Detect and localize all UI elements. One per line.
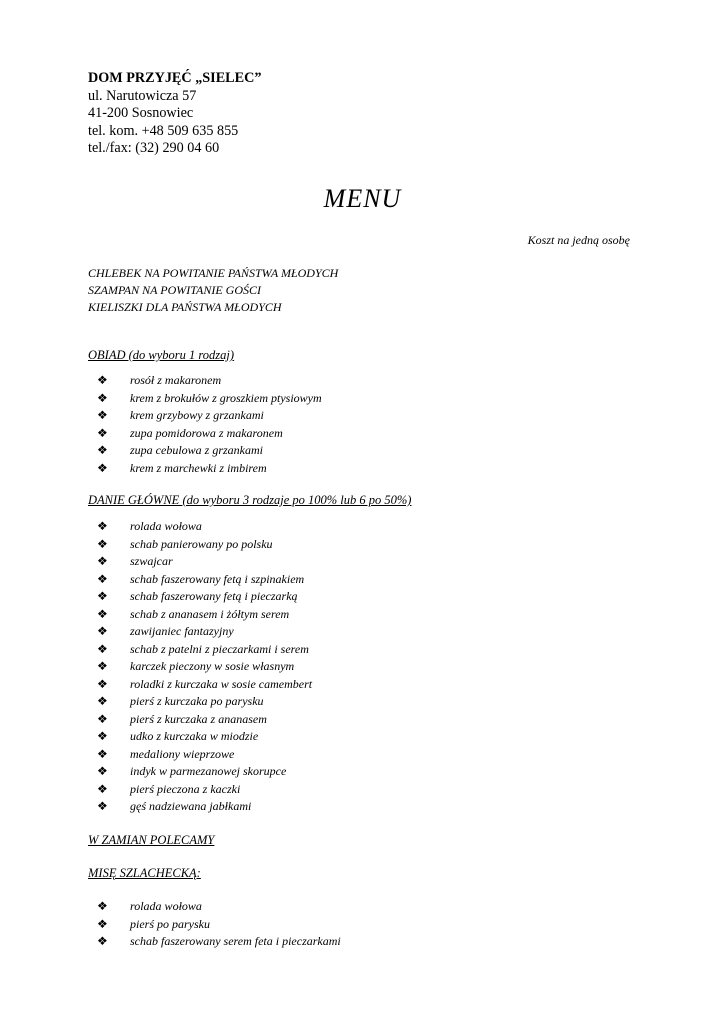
list-item: ❖ udko z kurczaka w miodzie [95,728,312,746]
diamond-flourish-icon: ❖ [97,694,108,708]
danie-glowne-list [95,518,312,816]
list-item: ❖ zupa pomidorowa z makaronem [95,425,322,443]
list-item: ❖ karczek pieczony w sosie własnym [95,658,312,676]
section-title-danie-glowne: DANIE GŁÓWNE (do wyboru 3 rodzaje po 100% lub 6 po 50%) [88,493,412,507]
list-item: ❖ rolada wołowa [95,518,312,536]
diamond-flourish-icon: ❖ [97,641,108,656]
diamond-flourish-icon: ❖ [97,746,108,761]
intro-line: CHLEBEK NA POWITANIE PAŃSTWA MŁODYCH [88,266,339,280]
diamond-flourish-icon: ❖ [97,554,108,568]
list-item: ❖ rolada wołowa [95,898,341,916]
list-item: ❖ pierś z kurczaka z ananasem [95,711,312,729]
list-item: ❖ krem z brokułów z groszkiem ptysiowym [95,390,322,408]
obiad-list [95,372,322,477]
list-item: ❖ schab faszerowany serem feta i pieczarkami [95,933,341,951]
section-title-obiad: OBIAD (do wyboru 1 rodzaj) [88,348,235,362]
list-item: ❖ zupa cebulowa z grzankami [95,442,322,460]
diamond-flourish-icon: ❖ [97,624,108,638]
list-item: ❖ rosół z makaronem [95,372,322,390]
list-item: ❖ schab faszerowany fetą i szpinakiem [95,571,312,589]
diamond-flourish-icon: ❖ [97,571,108,586]
list-item: ❖ pierś po parysku [95,916,341,934]
diamond-flourish-icon: ❖ [97,443,108,457]
intro-line: SZAMPAN NA POWITANIE GOŚCI [88,283,261,297]
list-item: ❖ pierś z kurczaka po parysku [95,693,312,711]
misa-list [95,898,341,951]
intro-line: KIELISZKI DLA PAŃSTWA MŁODYCH [88,300,282,314]
list-item: ❖ pierś pieczona z kaczki [95,781,312,799]
diamond-flourish-icon: ❖ [97,659,108,673]
diamond-flourish-icon: ❖ [97,934,108,948]
cost-note: Koszt na jedną osobę [527,233,630,247]
list-item: ❖ indyk w parmezanowej skorupce [95,763,312,781]
diamond-flourish-icon: ❖ [97,519,108,533]
diamond-flourish-icon: ❖ [97,729,108,743]
list-item: ❖ szwajcar [95,553,312,571]
diamond-flourish-icon: ❖ [97,799,108,813]
list-item: ❖ krem z marchewki z imbirem [95,460,322,478]
section-title-misa: MISĘ SZLACHECKĄ: [88,866,201,880]
list-item: ❖ schab panierowany po polsku [95,536,312,554]
diamond-flourish-icon: ❖ [97,764,108,778]
diamond-flourish-icon: ❖ [97,899,108,913]
diamond-flourish-icon: ❖ [97,781,108,796]
list-item: ❖ roladki z kurczaka w sosie camembert [95,676,312,694]
list-item: ❖ zawijaniec fantazyjny [95,623,312,641]
venue-city: 41-200 Sosnowiec [88,105,194,121]
diamond-flourish-icon: ❖ [97,390,108,405]
menu-title: MENU [323,184,402,213]
diamond-flourish-icon: ❖ [97,589,108,603]
venue-header [88,70,261,158]
diamond-flourish-icon: ❖ [97,408,108,422]
diamond-flourish-icon: ❖ [97,711,108,726]
venue-street: ul. Narutowicza 57 [88,87,197,104]
section-title-w-zamian: W ZAMIAN POLECAMY [88,833,215,847]
diamond-flourish-icon: ❖ [97,916,108,931]
list-item: ❖ schab z ananasem i żółtym serem [95,606,312,624]
venue-name: DOM PRZYJĘĆ „SIELEC” [88,70,262,86]
diamond-flourish-icon: ❖ [97,676,108,691]
list-item: ❖ schab z patelni z pieczarkami i serem [95,641,312,659]
diamond-flourish-icon: ❖ [97,536,108,551]
diamond-flourish-icon: ❖ [97,373,108,387]
diamond-flourish-icon: ❖ [97,425,108,440]
diamond-flourish-icon: ❖ [97,460,108,475]
diamond-flourish-icon: ❖ [97,606,108,621]
list-item: ❖ krem grzybowy z grzankami [95,407,322,425]
list-item: ❖ schab faszerowany fetą i pieczarką [95,588,312,606]
list-item: ❖ gęś nadziewana jabłkami [95,798,312,816]
intro-list [88,265,338,316]
venue-mobile-phone: tel. kom. +48 509 635 855 [88,122,239,139]
venue-fax: tel./fax: (32) 290 04 60 [88,140,220,156]
list-item: ❖ medaliony wieprzowe [95,746,312,764]
